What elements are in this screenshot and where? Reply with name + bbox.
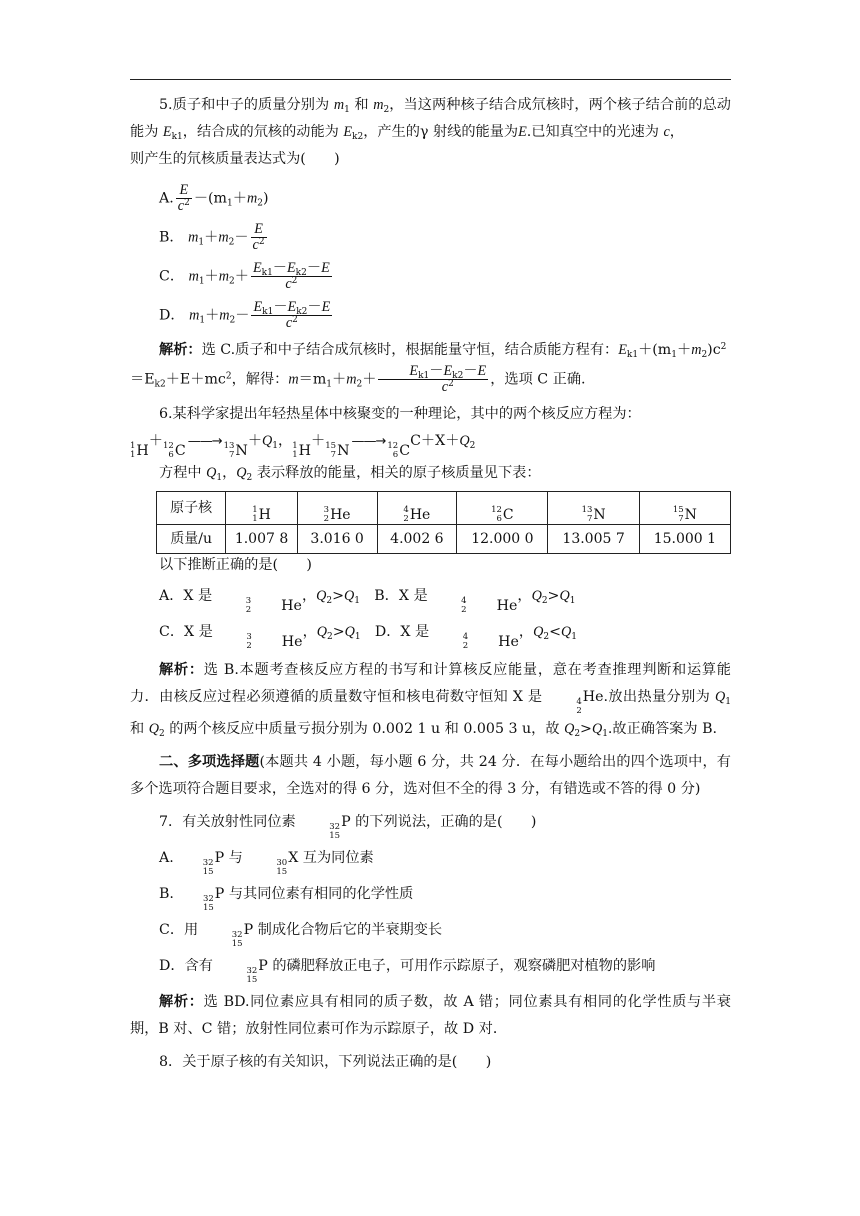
table-cell: 1.007 8: [226, 525, 297, 554]
q6-solution: 解析：选 B.本题考查核反应方程的书写和计算核反应能量，意在考查推理判断和运算能力．由核反应过程必须遵循的质量数守恒和核电荷数守恒知 X 是 4 2 He.放出热量分别为 $Q_1$ 和 $Q_2$ 的两个核反应中质量亏损分别为 0.002 1 u 和 0.005 3 u，故 $Q_2>Q_1$.故正确答案为 B.: [130, 662, 732, 739]
q7-solution: 解析：选 BD.同位素应具有相同的质子数，故 A 错；同位素具有相同的化学性质与半衰期，B 对、C 错；放射性同位素可作为示踪原子，故 D 对．: [130, 994, 731, 1037]
table-header-cell: 3 2 He: [297, 492, 377, 525]
q7-option-d: D．含有 32 15 P 的磷肥释放正电子，可用作示踪原子，观察磷肥对植物的影响: [159, 958, 656, 985]
table-cell: 13.005 7: [548, 525, 639, 554]
q5-option-d: D． $m_1+m_2-$ $\frac{E_{k1}-E_{k2}-E}{c^2}$: [159, 299, 331, 331]
table-cell: 15.000 1: [639, 525, 730, 554]
q5-option-b: B． $m_1+m_2-$ $\frac{E}{c^2}$: [159, 221, 265, 253]
q6-equations: 1 1 H ＋ 12 6 C ——→ 13 7 N $+Q_1$， 1 1 H ＋ 15 7 N ——→ 12 6 C $C+X+Q_2$: [130, 433, 476, 460]
q6-table-intro: 方程中 $Q_1$，$Q_2$ 表示释放的能量，相关的原子核质量见下表：: [159, 465, 541, 483]
q7-option-c: C．用 32 15 P 制成化合物后它的半衰期变长: [159, 922, 443, 949]
q5-solution: 解析：选 C.质子和中子结合成氘核时，根据能量守恒，结合质能方程有：$E_{k1}+(m_1+m_2)c^2$ $=E_{k2}+E+mc^2$，解得：$m=m_1+m_2+$ $\frac{E_{k1}-E_{k2}-E}{c^2}$ ，选项 C 正确.: [130, 342, 727, 395]
table-header-cell: 原子核: [157, 492, 226, 525]
table-cell: 4.002 6: [377, 525, 457, 554]
table-cell: 质量/u: [157, 525, 226, 554]
table-cell: 3.016 0: [297, 525, 377, 554]
q5-option-c: C． $m_1+m_2+$ $\frac{E_{k1}-E_{k2}-E}{c^2}$: [159, 260, 330, 292]
table-header-cell: 4 2 He: [377, 492, 457, 525]
fraction: $\frac{E_{k1}-E_{k2}-E}{c^2}$: [378, 364, 488, 395]
table-header-cell: 15 7 N: [639, 492, 730, 525]
q7-option-b: B. 32 15 P 与其同位素有相同的化学性质: [159, 886, 414, 913]
q8-stem: 8．关于原子核的有关知识，下列说法正确的是( ): [159, 1054, 492, 1070]
exam-page: [130, 92, 731, 1076]
fraction: $\frac{E}{c^2}$: [252, 221, 265, 253]
arrow-icon: ——→: [187, 434, 222, 449]
table-header-cell: 12 6 C: [457, 492, 548, 525]
section-2-heading: 二、多项选择题(本题共 4 小题，每小题 6 分，共 24 分．在每小题给出的四个选项中，有多个选项符合题目要求，全选对的得 6 分，选对但不全的得 3 分，有错选或不答的得 0 分): [130, 754, 731, 797]
fraction: $\frac{E_{k1}-E_{k2}-E}{c^2}$: [252, 260, 330, 292]
q5-option-a: A. $\frac{E}{c^2}$ $-(m_1+m_2)$: [159, 182, 269, 214]
q6-stem: 6.某科学家提出年轻热星体中核聚变的一种理论，其中的两个核反应方程为：: [159, 406, 641, 422]
table-header-cell: 1 1 H: [226, 492, 297, 525]
table-row: [157, 525, 731, 554]
mass-table: [156, 491, 731, 554]
table-cell: 12.000 0: [457, 525, 548, 554]
fraction: $\frac{E_{k1}-E_{k2}-E}{c^2}$: [253, 299, 331, 331]
q6-ask: 以下推断正确的是( ): [159, 557, 312, 573]
fraction: $\frac{E}{c^2}$: [177, 182, 190, 214]
q5-stem: 5.质子和中子的质量分别为 $m_1$ 和 $m_2$，当这两种核子结合成氘核时，两个核子结合前的总动能为 $E_{k1}$，结合成的氘核的动能为 $E_{k2}$，产生的γ 射线的能量为E.已知真空中的光速为 c， 则产生的氘核质量表达式为( ): [130, 97, 731, 167]
header-rule: [130, 79, 731, 80]
q7-stem: 7．有关放射性同位素 32 15 P 的下列说法，正确的是( ): [159, 814, 537, 841]
table-row: [157, 492, 731, 525]
q6-options-ab: A．X 是 3 2 He ，$Q_2>Q_1$ B．X 是 4 2 He ，$Q_2>Q_1$: [159, 588, 576, 615]
table-header-cell: 13 7 N: [548, 492, 639, 525]
q6-options-cd: C．X 是 3 2 He ，$Q_2>Q_1$ D．X 是 4 2 He ，$Q_2<Q_1$: [159, 624, 577, 651]
q7-option-a: A. 32 15 P 与 30 15 X 互为同位素: [159, 850, 374, 877]
arrow-icon: ——→: [351, 434, 386, 449]
